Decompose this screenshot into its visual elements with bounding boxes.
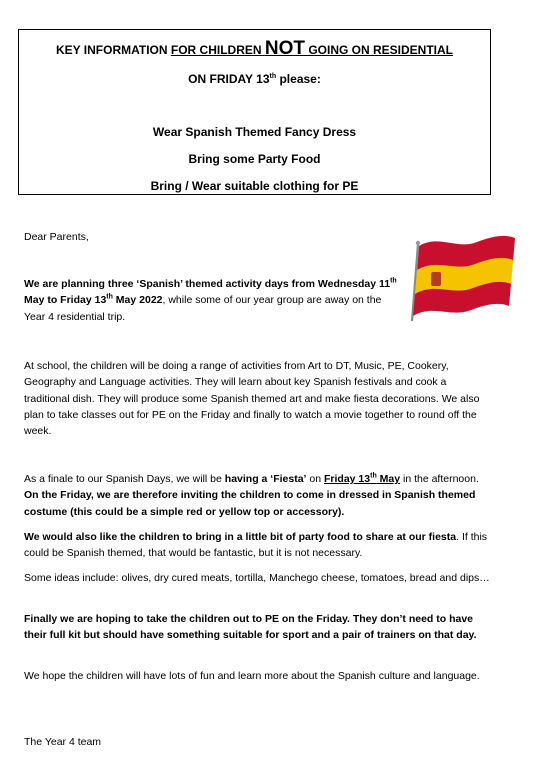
greeting: Dear Parents, xyxy=(24,231,89,243)
paragraph-party-food: We would also like the children to bring in a little bit of party food to share at our fiesta. If this could be Spanish themed, that would be fantastic, but it is not necessary. xyxy=(24,531,488,560)
paragraph-intro: We are planning three ‘Spanish’ themed activity days from Wednesday 11th May to Friday 13th May 2022, while some of our year group are away on the Year 4 residential trip. xyxy=(24,277,397,323)
friday-date-line: ON FRIDAY 13th please: xyxy=(188,72,321,86)
key-item-party-food: Bring some Party Food xyxy=(188,152,321,166)
key-item-fancy-dress: Wear Spanish Themed Fancy Dress xyxy=(152,125,357,139)
key-item-pe-clothing: Bring / Wear suitable clothing for PE xyxy=(150,179,359,193)
paragraph-closing: We hope the children will have lots of fun and learn more about the Spanish culture and language. xyxy=(24,670,480,682)
signoff: The Year 4 team xyxy=(24,736,102,748)
paragraph-activities: At school, the children will be doing a range of activities from Art to DT, Music, PE, Cookery, Geography and Language activities. They will learn about key Spanish festivals and cook a traditional dish. They will produce some Spanish themed art and make fiesta decorations. We also plan to take classes out for PE on the Friday and finally to watch a movie together to round off the week. xyxy=(24,360,480,438)
key-information-box xyxy=(18,29,491,195)
paragraph-food-ideas: Some ideas include: olives, dry cured meats, tortilla, Manchego cheese, tomatoes, bread and dips… xyxy=(24,572,490,584)
key-info-heading: KEY INFORMATION FOR CHILDREN NOT GOING ON RESIDENTIAL xyxy=(55,38,453,59)
paragraph-pe: Finally we are hoping to take the children out to PE on the Friday. They don’t need to have their full kit but should have something suitable for sport and a pair of trainers on that day. xyxy=(24,613,477,642)
paragraph-fiesta: As a finale to our Spanish Days, we will be having a ‘Fiesta’ on Friday 13th May in the afternoon. On the Friday, we are therefore inviting the children to come in dressed in Spanish themed costume (this could be a simple red or yellow top or accessory). xyxy=(24,472,479,518)
